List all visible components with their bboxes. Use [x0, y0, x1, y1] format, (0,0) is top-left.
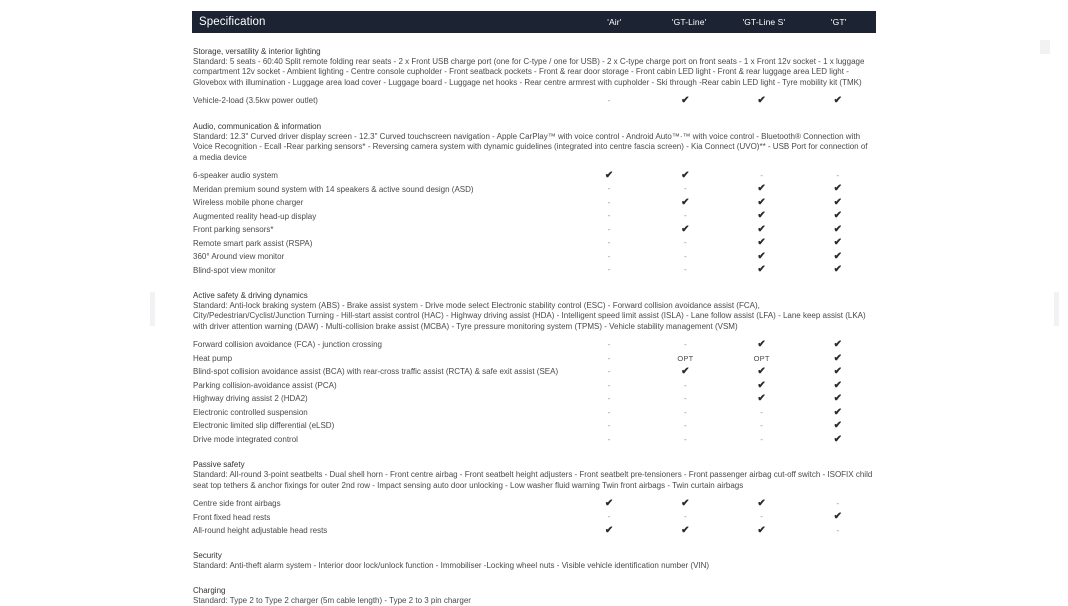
spec-value-cells [571, 406, 876, 420]
spec-value-cell-dash: - [607, 367, 611, 377]
spec-value-cells [571, 365, 876, 379]
spec-section-title: Passive safety [193, 460, 245, 470]
table-row [192, 250, 876, 264]
spec-value-cell-check: ✔ [681, 223, 690, 235]
spec-value-cell-dash: - [607, 211, 611, 221]
spec-feature-label: Front parking sensors* [193, 225, 274, 235]
spec-row-group [192, 169, 876, 277]
spec-section-title: Security [193, 551, 222, 561]
spec-value-cells [571, 94, 876, 108]
spec-value-cells [571, 263, 876, 277]
spec-section [192, 46, 876, 108]
spec-value-cell-check: ✔ [757, 250, 766, 262]
spec-value-cell-check: ✔ [604, 524, 614, 536]
trim-column-header-gt-line: 'GT-Line' [671, 17, 707, 27]
spec-value-cell-check: ✔ [757, 379, 766, 391]
trim-column-headers [577, 17, 876, 27]
table-row [192, 419, 876, 433]
table-row [192, 497, 876, 511]
spec-value-cell-check: ✔ [833, 223, 843, 235]
table-row [192, 338, 876, 352]
spec-section-standard-equipment: Standard: All-round 3-point seatbelts - Dual shell horn - Front centre airbag - Front seatbelt height adjusters - Front seatbelt pre-tensioners - Front passenger airbag cut-off switch - ISOFIX child seat top tethers & anchor fixings for outer 2nd row - Impact sensing auto door unlocking - Low washer fluid warning Twin front airbags - Twin curtain airbags [193, 470, 873, 490]
spec-value-cell-dash: - [607, 96, 611, 106]
spec-value-cell-dash: - [607, 251, 611, 261]
spec-value-cells [571, 182, 876, 196]
spec-value-cell-check: ✔ [833, 393, 843, 405]
spec-value-cell-check: ✔ [681, 524, 690, 536]
table-row [192, 524, 876, 538]
spec-value-cell-dash: - [684, 265, 687, 275]
crop-mark-top-right [1040, 40, 1050, 54]
spec-section-standard-equipment: Standard: 5 seats - 60:40 Split remote folding rear seats - 2 x Front USB charge port (one for C-type / one for USB) - 2 x C-type charge port on front seats - 1 x Front 12v socket - 1 x luggage compartment 12v socket - Ambient lighting - Centre console cupholder - Front seatback pockets - Front & rear door storage - Front cabin LED light - Front & rear luggage area LED light - Glovebox with illumination - Luggage area load cover - Luggage board - Luggage net hooks - Rear centre armrest with cupholder - Ski through -Rear cabin LED light - Tyre mobility kit (TMK) [193, 57, 865, 87]
spec-value-cell-check: ✔ [833, 339, 843, 351]
spec-section [192, 585, 876, 606]
spec-value-cell-dash: - [760, 434, 763, 444]
spec-value-cells [571, 250, 876, 264]
table-row [192, 209, 876, 223]
table-row [192, 392, 876, 406]
spec-value-cell-check: ✔ [681, 497, 690, 509]
spec-value-cell-dash: - [607, 265, 611, 275]
spec-value-cell-dash: - [760, 421, 763, 431]
spec-value-cell-check: ✔ [833, 250, 843, 262]
spec-value-cell-check: ✔ [604, 497, 614, 509]
spec-value-cell-dash: - [607, 394, 611, 404]
spec-value-cells [571, 419, 876, 433]
table-row [192, 236, 876, 250]
spec-value-cells [571, 510, 876, 524]
spec-feature-label: 6-speaker audio system [193, 171, 278, 181]
spec-section-title: Charging [193, 585, 226, 595]
spec-section [192, 459, 876, 537]
spec-feature-label: Heat pump [193, 353, 233, 363]
spec-value-cell-dash: - [607, 407, 611, 417]
spec-value-cells [571, 433, 876, 447]
spec-feature-label: Highway driving assist 2 (HDA2) [193, 394, 308, 404]
specification-table-header [192, 11, 876, 33]
spec-value-cell-dash: - [607, 380, 611, 390]
spec-row-group [192, 94, 876, 108]
table-row [192, 196, 876, 210]
spec-value-cells [571, 392, 876, 406]
spec-value-cell-dash: - [760, 512, 763, 522]
spec-section [192, 290, 876, 446]
spec-value-cell-dash: - [684, 407, 687, 417]
spec-value-cell-check: ✔ [757, 393, 766, 405]
table-row [192, 182, 876, 196]
spec-value-cell-dash: - [684, 421, 687, 431]
spec-value-cell-dash: - [607, 434, 611, 444]
spec-feature-label: Blind-spot collision avoidance assist (BCA) with rear-cross traffic assist (RCTA) & safe exit assist (SEA) [193, 367, 559, 377]
trim-column-header-gt: 'GT' [830, 17, 847, 27]
spec-value-cell-dash: - [836, 170, 840, 180]
spec-value-cell-dash: - [684, 394, 687, 404]
spec-value-cells [571, 524, 876, 538]
spec-feature-label: Drive mode integrated control [193, 434, 298, 444]
table-row [192, 433, 876, 447]
spec-value-cell-dash: - [607, 421, 611, 431]
spec-value-cell-check: ✔ [681, 169, 690, 181]
spec-value-cell-dash: - [684, 434, 687, 444]
spec-value-cell-dash: - [607, 340, 611, 350]
spec-value-cell-check: ✔ [833, 196, 843, 208]
spec-feature-label: Remote smart park assist (RSPA) [193, 238, 313, 248]
spec-value-cell-check: ✔ [833, 237, 843, 249]
spec-value-cell-dash: - [684, 184, 687, 194]
crop-mark-right [1054, 292, 1059, 326]
spec-value-cell-dash: - [684, 211, 687, 221]
spec-section-standard-equipment: Standard: Anti-theft alarm system - Interior door lock/unlock function - Immobiliser -Locking wheel nuts - Visible vehicle identification number (VIN) [193, 561, 710, 571]
spec-value-cell-dash: - [684, 512, 687, 522]
spec-feature-label: Augmented reality head-up display [193, 211, 317, 221]
spec-section-title: Audio, communication & information [193, 121, 322, 131]
spec-section [192, 550, 876, 571]
spec-value-cell-dash: - [607, 224, 611, 234]
spec-feature-label: Forward collision avoidance (FCA) - junction crossing [193, 340, 382, 350]
spec-value-cell-check: ✔ [833, 406, 843, 418]
spec-value-cell-check: ✔ [757, 237, 766, 249]
spec-feature-label: Vehicle-2-load (3.5kw power outlet) [193, 96, 318, 106]
spec-value-cells [571, 352, 876, 366]
crop-mark-left [150, 292, 155, 326]
table-row [192, 263, 876, 277]
spec-value-cell-check: ✔ [681, 196, 690, 208]
table-row [192, 169, 876, 183]
spec-feature-label: Electronic limited slip differential (eLSD) [193, 421, 335, 431]
spec-value-cell-dash: - [607, 238, 611, 248]
spec-value-cell-check: ✔ [757, 264, 766, 276]
spec-section [192, 121, 876, 277]
spec-section-standard-equipment: Standard: Anti-lock braking system (ABS) - Brake assist system - Drive mode select Electronic stability control (ESC) - Forward collision avoidance assist (FCA), City/Pedestrian/Cyclist/Junction Turning - Hill-start assist control (HAC) - Highway driving assist (HDA) - Intelligent speed limit assist (ISLA) - Lane follow assist (LFA) - Lane keep assist (LKA) with driver attention warning (DAW) - Multi-collision brake assist (MCBA) - Tyre pressure monitoring system (TPMS) - Vehicle stability management (VSM) [193, 300, 866, 331]
spec-value-cell-check: ✔ [681, 95, 690, 107]
spec-value-cell-check: ✔ [833, 366, 843, 378]
table-row [192, 365, 876, 379]
spec-value-cell-check: ✔ [757, 183, 766, 195]
specification-sheet [192, 11, 876, 606]
spec-row-group [192, 338, 876, 446]
spec-value-cell-opt: OPT [677, 353, 694, 363]
spec-feature-label: All-round height adjustable head rests [193, 526, 328, 536]
spec-section-title: Storage, versatility & interior lighting [193, 47, 321, 56]
spec-value-cell-dash: - [836, 525, 840, 535]
spec-value-cell-dash: - [684, 380, 687, 390]
spec-value-cell-check: ✔ [833, 95, 843, 107]
spec-value-cell-check: ✔ [833, 210, 843, 222]
table-row [192, 510, 876, 524]
spec-value-cell-check: ✔ [757, 95, 766, 107]
spec-feature-label: Parking collision-avoidance assist (PCA) [193, 380, 337, 390]
spec-value-cell-check: ✔ [833, 511, 843, 523]
spec-value-cell-dash: - [607, 353, 611, 363]
spec-value-cell-check: ✔ [757, 366, 766, 378]
spec-value-cell-check: ✔ [681, 366, 690, 378]
spec-feature-label: Meridan premium sound system with 14 speakers & active sound design (ASD) [193, 184, 474, 194]
table-row [192, 94, 876, 108]
specification-sections [192, 46, 876, 606]
spec-feature-label: Blind-spot view monitor [193, 265, 276, 275]
trim-column-header-gt-line-s: 'GT-Line S' [742, 17, 786, 27]
spec-value-cell-check: ✔ [757, 339, 766, 351]
spec-value-cell-check: ✔ [757, 210, 766, 222]
spec-value-cells [571, 236, 876, 250]
spec-row-group [192, 497, 876, 538]
spec-value-cell-dash: - [684, 251, 687, 261]
spec-value-cell-check: ✔ [833, 352, 843, 364]
spec-feature-label: Wireless mobile phone charger [193, 198, 304, 208]
spec-value-cell-dash: - [760, 407, 763, 417]
spec-value-cell-dash: - [760, 170, 763, 180]
spec-value-cell-dash: - [607, 197, 611, 207]
spec-feature-label: Centre side front airbags [193, 499, 281, 509]
spec-value-cell-check: ✔ [833, 433, 843, 445]
spec-value-cells [571, 338, 876, 352]
spec-value-cell-opt: OPT [753, 353, 770, 363]
spec-value-cells [571, 196, 876, 210]
table-row [192, 406, 876, 420]
spec-section-standard-equipment: Standard: Type 2 to Type 2 charger (5m cable length) - Type 2 to 3 pin charger [193, 595, 471, 605]
spec-value-cell-check: ✔ [757, 223, 766, 235]
spec-value-cell-check: ✔ [757, 524, 766, 536]
spec-value-cell-dash: - [836, 498, 840, 508]
spec-value-cell-dash: - [684, 340, 687, 350]
table-row [192, 379, 876, 393]
spec-value-cells [571, 223, 876, 237]
spec-value-cell-dash: - [607, 512, 611, 522]
spec-section-standard-equipment: Standard: 12.3" Curved driver display screen - 12.3" Curved touchscreen navigation - Apple CarPlay™ with voice control - Android Auto™·™ with voice control - Bluetooth® Connection with Voice Recognition - Ecall -Rear parking sensors* - Reversing camera system with dynamic guidelines (integrated into centre fascia screen) - Kia Connect (UVO)** - USB Port for connection of a media device [193, 131, 868, 162]
trim-column-header-air: 'Air' [607, 17, 622, 27]
table-row [192, 223, 876, 237]
spec-value-cell-check: ✔ [833, 379, 843, 391]
spec-value-cell-check: ✔ [757, 497, 766, 509]
spec-section-title: Active safety & driving dynamics [193, 290, 308, 300]
spec-value-cell-check: ✔ [757, 196, 766, 208]
spec-value-cells [571, 209, 876, 223]
spec-value-cell-check: ✔ [604, 169, 614, 181]
page-title: Specification [199, 16, 266, 28]
spec-value-cell-dash: - [684, 238, 687, 248]
spec-value-cell-check: ✔ [833, 264, 843, 276]
spec-value-cell-check: ✔ [833, 420, 843, 432]
spec-value-cell-check: ✔ [833, 183, 843, 195]
table-row [192, 352, 876, 366]
spec-value-cells [571, 379, 876, 393]
spec-value-cell-dash: - [607, 184, 611, 194]
spec-value-cells [571, 169, 876, 183]
spec-value-cells [571, 497, 876, 511]
spec-feature-label: 360° Around view monitor [193, 252, 285, 262]
spec-feature-label: Front fixed head rests [193, 512, 271, 522]
spec-feature-label: Electronic controlled suspension [193, 407, 308, 417]
